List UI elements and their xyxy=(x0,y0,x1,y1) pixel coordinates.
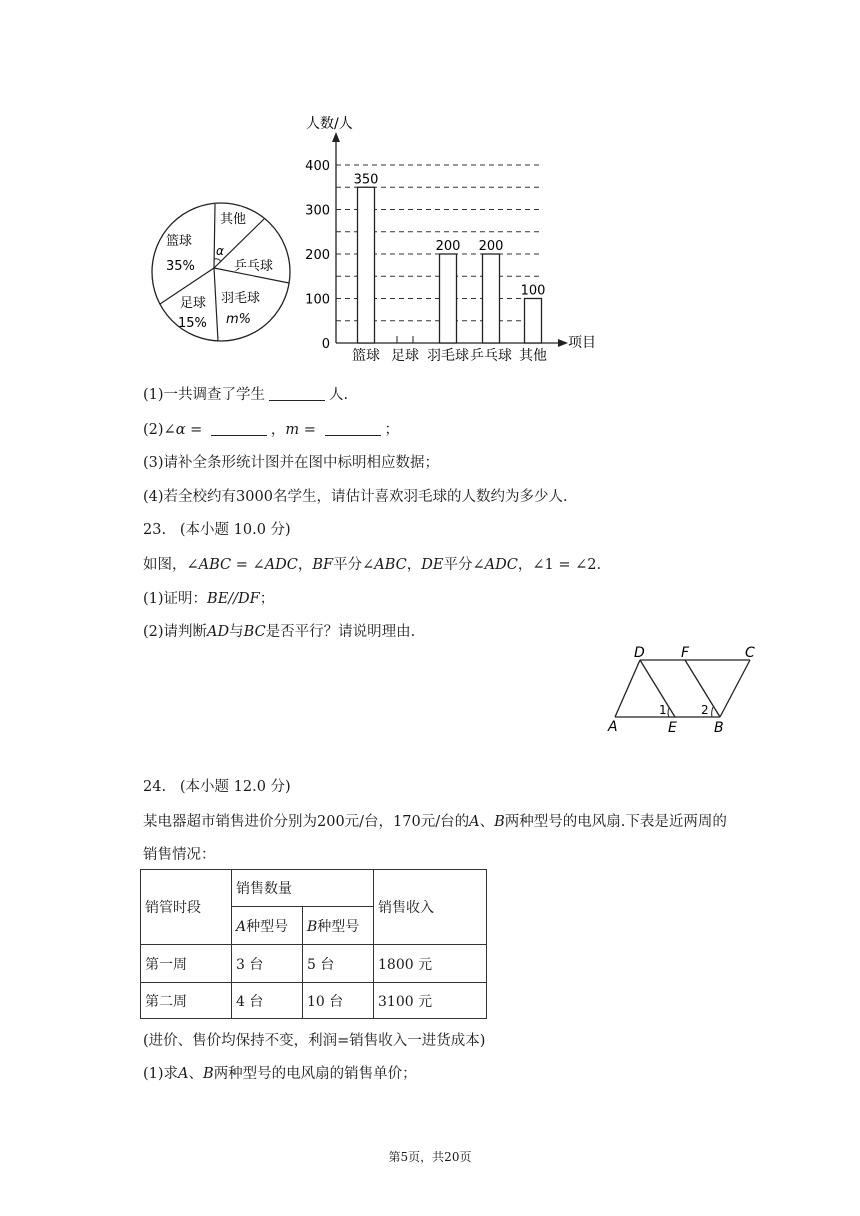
q24-s2: A xyxy=(469,814,480,830)
bar-3 xyxy=(483,254,500,343)
table-header-qty: 销售数量 xyxy=(232,870,374,907)
y-tick-label: 0 xyxy=(321,337,330,352)
q23-p2-bc: BC xyxy=(243,624,266,640)
pie-label-badminton: 羽毛球 xyxy=(221,291,261,306)
q24-number: 24. xyxy=(143,779,167,795)
q22-m: m xyxy=(285,422,300,438)
sales-table xyxy=(140,869,487,1019)
pie-label-football: 足球 xyxy=(180,296,207,311)
q22-angle-symbol: (2)∠ xyxy=(143,422,176,438)
q23-s12: ADC xyxy=(484,557,518,573)
point-D: D xyxy=(634,645,645,661)
q23-part1 xyxy=(143,587,274,608)
q22-eq1: = xyxy=(185,422,207,438)
x-category-label: 足球 xyxy=(391,348,419,364)
point-A: A xyxy=(608,719,618,735)
y-tick-label: 200 xyxy=(305,248,330,263)
table-cell-period: 第一周 xyxy=(141,945,232,983)
x-category-label: 其他 xyxy=(519,348,547,364)
q22-part3: (3)请补全条形统计图并在图中标明相应数据； xyxy=(143,455,440,471)
q23-p1-a: (1)证明： xyxy=(143,591,208,607)
table-header-b-text: 种型号 xyxy=(317,918,360,935)
q24-p1-a: (1)求 xyxy=(143,1066,179,1082)
q23-s1: 如图，∠ xyxy=(143,557,199,573)
pie-chart xyxy=(146,197,296,347)
q23-p2-a: (2)请判断 xyxy=(143,624,208,640)
geometry-figure xyxy=(600,642,770,737)
q23-p2-c: 是否平行？请说明理由. xyxy=(265,624,416,640)
q23-part2 xyxy=(143,620,415,641)
q22-eq2: = xyxy=(299,422,321,438)
q24-p1-b: 、 xyxy=(188,1066,204,1082)
blank-total-students[interactable] xyxy=(269,386,325,401)
table-cell-b: 10 台 xyxy=(303,983,374,1019)
table-header-a xyxy=(232,907,303,945)
y-tick-label: 300 xyxy=(305,203,330,219)
pie-label-football-pct: 15% xyxy=(178,316,207,331)
bar-value-label: 200 xyxy=(478,239,504,254)
q23-s11: 平分∠ xyxy=(443,557,485,573)
point-B: B xyxy=(714,720,724,736)
angle-1: 1 xyxy=(659,703,667,717)
q24-s5: 两种型号的电风扇.下表是近两周的 xyxy=(504,814,727,830)
table-header-a-letter: A xyxy=(236,918,247,935)
pie-divider-badminton xyxy=(214,268,218,341)
blank-m[interactable] xyxy=(325,421,381,436)
bar-chart xyxy=(300,110,610,365)
table-cell-income: 1800 元 xyxy=(374,945,487,983)
bar-0 xyxy=(358,187,375,343)
y-tick-label: 400 xyxy=(305,159,330,174)
q23-s4: ADC xyxy=(264,557,298,573)
q22-part1-unit: 人. xyxy=(329,387,349,403)
q22-part4: (4)若全校约有3000名学生，请估计喜欢羽毛球的人数约为多少人. xyxy=(143,489,568,505)
table-cell-a: 3 台 xyxy=(232,945,303,983)
page-footer: 第5页，共20页 xyxy=(388,1150,472,1164)
q23-header xyxy=(143,518,291,539)
x-category-label: 羽毛球 xyxy=(427,348,469,364)
q23-number: 23. xyxy=(143,522,167,538)
bar-2 xyxy=(440,254,457,343)
bar-4 xyxy=(525,299,542,344)
q24-p1-A: A xyxy=(178,1066,189,1082)
q24-s1: 某电器超市销售进价分别为200元/台，170元/台的 xyxy=(143,814,470,830)
y-tick-label: 100 xyxy=(305,292,330,308)
point-E: E xyxy=(668,720,677,736)
q24-p1-B: B xyxy=(203,1066,214,1082)
table-header-a-text: 种型号 xyxy=(246,918,289,935)
x-axis-title: 项目 xyxy=(568,335,596,351)
q23-s2: ABC xyxy=(198,557,232,573)
q24-stem-line2: 销售情况： xyxy=(143,847,216,863)
q22-comma: ， xyxy=(270,422,286,438)
q24-score: (本小题 12.0 分) xyxy=(179,779,291,795)
table-header-income: 销售收入 xyxy=(374,870,487,945)
q23-stem xyxy=(143,553,601,574)
pie-label-alpha: α xyxy=(216,244,224,258)
q24-stem-line1 xyxy=(143,810,727,831)
q23-s8: ABC xyxy=(374,557,407,573)
q22-part2 xyxy=(143,418,399,439)
q24-note: (进价、售价均保持不变，利润=销售收入一进货成本) xyxy=(143,1033,486,1049)
q23-s13: ，∠1 = ∠2. xyxy=(517,557,602,573)
point-C: C xyxy=(745,645,755,661)
q24-part1 xyxy=(143,1062,417,1083)
table-header-b-letter: B xyxy=(307,918,318,935)
pie-label-badminton-pct: m% xyxy=(226,312,252,327)
angle-2: 2 xyxy=(701,703,709,717)
table-header-b xyxy=(303,907,374,945)
q23-p2-ad: AD xyxy=(207,624,230,640)
y-axis-title: 人数/人 xyxy=(306,116,353,132)
blank-alpha[interactable] xyxy=(211,421,267,436)
q22-part1-text: (1)一共调查了学生 xyxy=(143,387,266,403)
q23-s10: DE xyxy=(421,557,444,573)
q23-p1-b: BE//DF xyxy=(207,591,260,607)
y-axis-arrow xyxy=(332,132,340,142)
bar-value-label: 350 xyxy=(353,172,379,188)
q23-s7: 平分∠ xyxy=(333,557,375,573)
football-stub xyxy=(397,336,413,343)
table-cell-period: 第二周 xyxy=(141,983,232,1019)
point-F: F xyxy=(681,645,690,661)
x-category-label: 乒乓球 xyxy=(470,348,512,364)
pie-label-basketball-pct: 35% xyxy=(166,259,195,274)
q24-p1-c: 两种型号的电风扇的销售单价； xyxy=(213,1066,417,1082)
table-header-period: 销管时段 xyxy=(141,870,232,945)
table-row xyxy=(141,945,487,983)
pie-label-other: 其他 xyxy=(220,212,247,227)
q23-s3: = ∠ xyxy=(231,557,265,573)
x-axis-arrow xyxy=(558,339,568,347)
pie-label-pingpong: 乒乓球 xyxy=(234,259,274,274)
q23-p1-c: ； xyxy=(259,591,275,607)
q23-s6: BF xyxy=(312,557,334,573)
table-cell-income: 3100 元 xyxy=(374,983,487,1019)
table-cell-b: 5 台 xyxy=(303,945,374,983)
q24-s4: B xyxy=(494,814,505,830)
q23-s9: ， xyxy=(406,557,422,573)
q23-p2-b: 与 xyxy=(229,624,244,640)
q22-part1 xyxy=(143,383,348,404)
x-category-label: 篮球 xyxy=(352,348,380,364)
pie-label-basketball: 篮球 xyxy=(166,234,193,249)
table-cell-a: 4 台 xyxy=(232,983,303,1019)
q22-semicolon: ； xyxy=(384,422,399,438)
table-row xyxy=(141,983,487,1019)
table-row xyxy=(141,870,487,907)
q23-s5: ， xyxy=(297,557,313,573)
bar-value-label: 200 xyxy=(435,239,461,254)
q24-header xyxy=(143,775,291,796)
bar-value-label: 100 xyxy=(520,283,546,299)
q23-score: (本小题 10.0 分) xyxy=(179,522,291,538)
q24-s3: 、 xyxy=(479,814,495,830)
q22-alpha: α xyxy=(175,422,186,438)
